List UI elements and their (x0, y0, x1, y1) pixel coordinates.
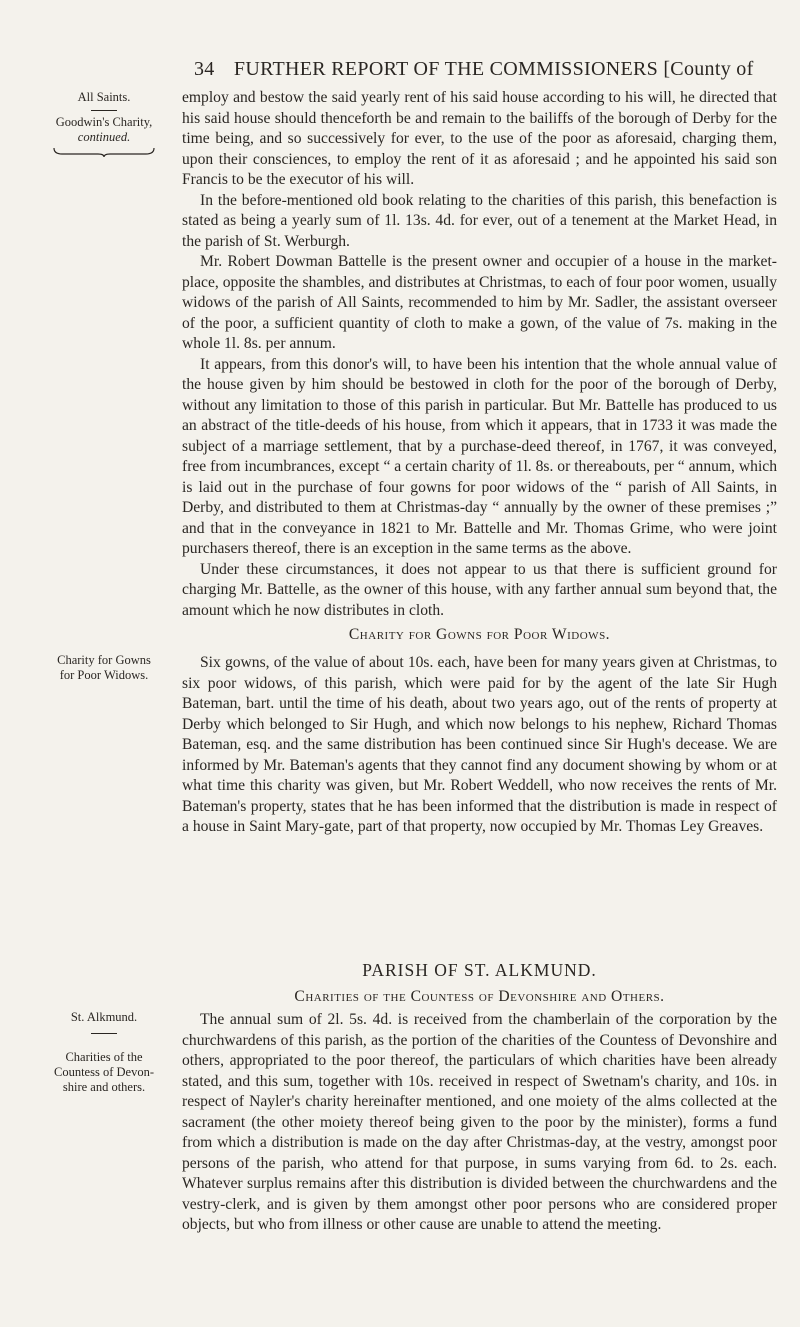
header-county: [County of (663, 58, 754, 80)
paragraph: employ and bestow the said yearly rent of his said house according to his will, he directed that his said house should thenceforth be and remain to the bailiffs of the borough of Derby for the time being, and so successively for ever, to the use of the poor as aforesaid, charging them, upon their consciences, to employ the rent of it as aforesaid ; and he appointed his said son Francis to be the executor of his will. (182, 89, 777, 188)
text-block-gowns (182, 653, 777, 838)
margin-note-devonshire (40, 1050, 168, 1095)
page-number: 34 (194, 58, 215, 80)
paragraph: Under these circumstances, it does not appear to us that there is sufficient ground for charging Mr. Battelle, as the owner of this house, with any farther annual sum beyond that, the amount which he now distributes in cloth. (182, 560, 777, 619)
margin-note-text: for Poor Widows. (59, 668, 149, 682)
parish-heading: PARISH OF ST. ALKMUND. (362, 960, 597, 980)
section-heading-gowns: Charity for Gowns for Poor Widows. (348, 626, 611, 643)
text-block-top (182, 88, 777, 621)
brace-icon (52, 146, 156, 158)
paragraph: It appears, from this donor's will, to have been his intention that the whole annual value of the house given by him should be bestowed in cloth for the poor of the borough of Derby, without any limitation to those of this parish in particular. But Mr. Battelle has produced to us an abstract of the title-deeds of his house, from which it appears, that in 1733 it was made the subject of a marriage settlement, that by a purchase-deed thereof, in 1767, it was conveyed, free from incumbrances, except “ a certain charity of 1l. 8s. or thereabouts, per “ annum, which is laid out in the purchase of four gowns for poor widows of the “ parish of All Saints, in Derby, and distributed to them at Christmas-day “ annually by the owner of these premises ;” and that in the conveyance in 1821 to Mr. Battelle and Mr. Thomas Grime, who were joint purchasers thereof, there is an exception in the same terms as the above. (182, 355, 777, 557)
section-heading-devonshire: Charities of the Countess of Devonshire and Others. (294, 988, 665, 1005)
paragraph: The annual sum of 2l. 5s. 4d. is received from the chamberlain of the corporation by the churchwardens of this parish, as the portion of the charities of the Countess of Devonshire and others, appropriated to the poor thereof, the particulars of which charities have been already stated, and this sum, together with 10s. received in respect of Swetnam's charity, and 10s. in respect of Nayler's charity hereinafter mentioned, and one moiety of the alms collected at the sacrament (the other moiety thereof being given to the poor by the minister), forms a fund from which a distribution is made on the day after Christmas-day, at the vestry, amongst poor persons of the parish, who attend for that purpose, in sums varying from 6d. to 2s. each. Whatever surplus remains after this distribution is divided between the churchwardens and the vestry-clerk, and is given by them amongst other poor persons who are considered proper objects, but who from illness or other cause are unable to attend the meeting. (182, 1011, 777, 1233)
margin-note-text: All Saints. (77, 90, 131, 104)
margin-note-text: continued. (77, 130, 131, 144)
margin-note-text: Charity for Gowns (57, 653, 151, 667)
margin-note-gowns (40, 653, 168, 683)
margin-note-all-saints (40, 90, 168, 105)
margin-note-text: Charities of the (65, 1050, 143, 1064)
margin-divider (91, 1033, 117, 1038)
running-header (194, 58, 794, 81)
paragraph: Mr. Robert Dowman Battelle is the present owner and occupier of a house in the market-place, opposite the shambles, and distributes at Christmas, to each of four poor women, usually widows of the parish of All Saints, recommended to him by Mr. Sadler, the assistant overseer of the poor, a sufficient quantity of cloth to make a gown, of the value of 7s. making in the whole 1l. 8s. per annum. (182, 253, 777, 352)
margin-note-text: Countess of Devon- (54, 1065, 154, 1079)
paragraph: Six gowns, of the value of about 10s. each, have been for many years given at Christmas, to six poor widows, of this parish, which were paid for by the agent of the late Sir Hugh Bateman, bart. until the time of his death, about two years ago, out of the rents of property at Derby which belonged to Sir Hugh, and which now belongs to his nephew, Richard Thomas Bateman, esq. and the same distribution has been continued since Sir Hugh's decease. We are informed by Mr. Bateman's agents that they cannot find any document showing by whom or at what time this charity was given, but Mr. Robert Weddell, who now receives the rents of Mr. Bateman's property, states that he has been informed that the distribution is made in respect of a house in Saint Mary-gate, part of that property, now occupied by Mr. Thomas Ley Greaves. (182, 654, 777, 835)
margin-note-text: St. Alkmund. (70, 1010, 138, 1024)
margin-note-goodwin (40, 110, 168, 145)
text-block-alkmund (182, 1010, 777, 1236)
header-title: FURTHER REPORT OF THE COMMISSIONERS (233, 58, 659, 80)
margin-note-alkmund (40, 1010, 168, 1038)
margin-note-text: shire and others. (62, 1080, 146, 1094)
margin-note-text: Goodwin's Charity, (55, 115, 153, 129)
paragraph: In the before-mentioned old book relating to the charities of this parish, this benefaction is stated as being a yearly sum of 1l. 13s. 4d. for ever, out of a tenement at the Market Head, in the parish of St. Werburgh. (182, 191, 777, 250)
